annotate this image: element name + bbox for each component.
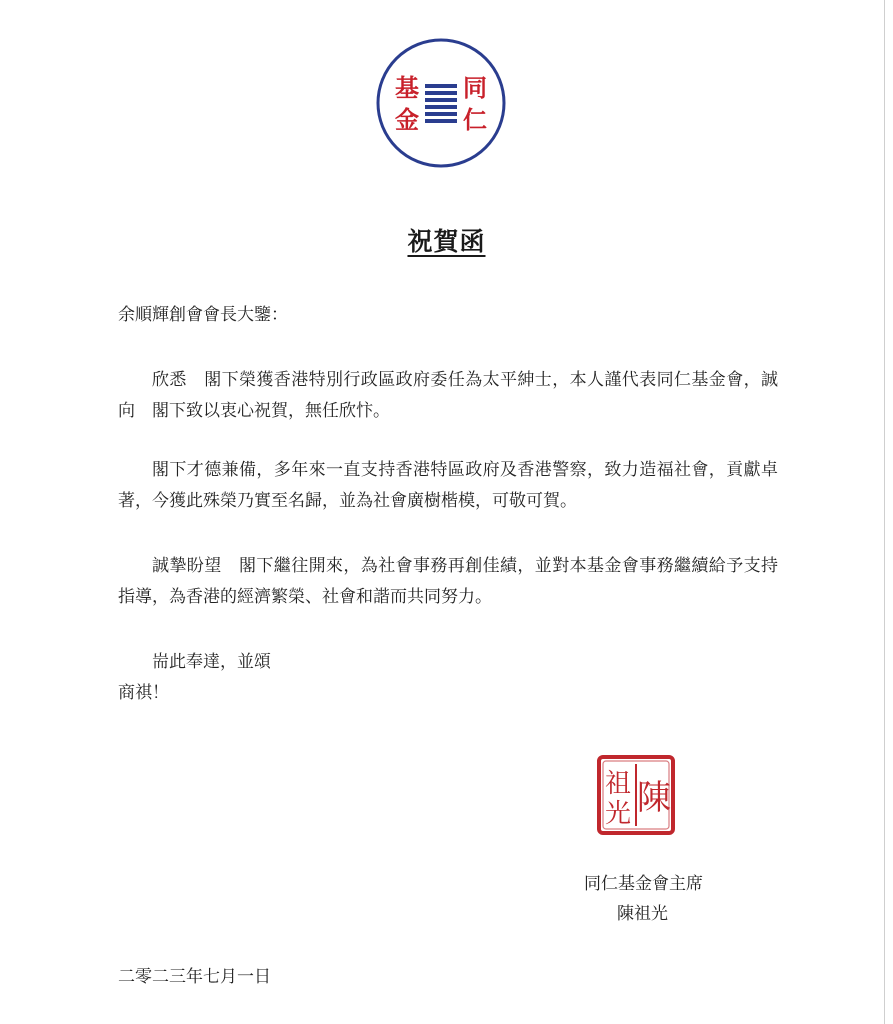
svg-text:祖: 祖 <box>604 769 632 799</box>
paragraph-1: 欣悉 閣下榮獲香港特別行政區政府委任為太平紳士，本人謹代表同仁基金會，誠向 閣下致以衷心祝賀，無任欣忭。 <box>118 370 778 421</box>
closing-line-2: 商祺！ <box>118 683 169 703</box>
logo-char-tong: 同 <box>463 73 487 102</box>
svg-text:陳: 陳 <box>637 778 671 818</box>
logo-ring <box>378 40 504 166</box>
signatory-name: 陳祖光 <box>617 904 668 924</box>
paragraph-2: 閣下才德兼備，多年來一直支持香港特區政府及香港警察，致力造福社會，貢獻卓著，今獲此殊榮乃實至名歸，並為社會廣樹楷模，可敬可賀。 <box>118 460 778 511</box>
logo-char-ji: 基 <box>395 73 419 102</box>
page-edge-divider <box>884 0 885 1024</box>
closing-line-1: 耑此奉達，並頌 <box>152 652 271 672</box>
name-seal-stamp <box>596 754 676 836</box>
signatory-title: 同仁基金會主席 <box>584 874 703 894</box>
foundation-logo <box>374 36 508 170</box>
letter-title: 祝賀函 <box>407 227 486 256</box>
paragraph-3: 誠摯盼望 閣下繼往開來，為社會事務再創佳績，並對本基金會事務繼續給予支持指導，為香港的經濟繁榮、社會和諧而共同努力。 <box>118 556 778 607</box>
logo-char-jin: 金 <box>395 105 419 134</box>
svg-text:光: 光 <box>604 799 632 829</box>
salutation: 余順輝創會會長大鑒： <box>118 305 288 325</box>
letter-date: 二零二三年七月一日 <box>118 967 271 987</box>
logo-char-ren: 仁 <box>463 105 487 134</box>
